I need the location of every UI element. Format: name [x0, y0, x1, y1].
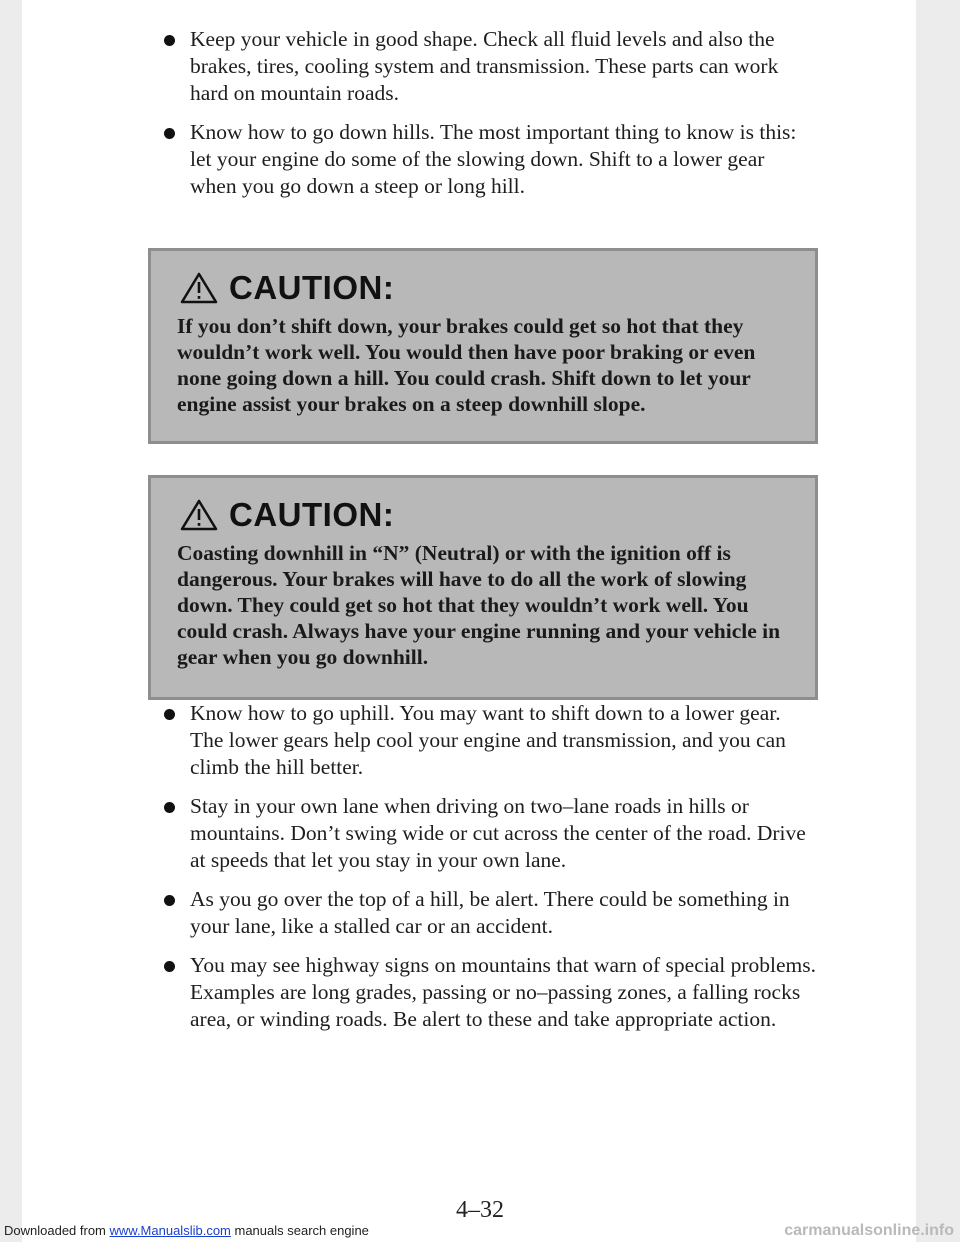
download-footer	[0, 1222, 960, 1242]
footer-text	[4, 1223, 369, 1238]
page-number: 4–32	[456, 1197, 504, 1223]
caution-header	[179, 269, 789, 307]
list-item	[22, 26, 916, 107]
list-item	[22, 886, 916, 940]
caution-box-coasting	[148, 475, 818, 700]
bullet-text: Stay in your own lane when driving on two–lane roads in hills or mountains. Don’t swing wide or cut across the center of the road. Drive at speeds that let you stay in your own lane.	[190, 794, 806, 872]
caution-header	[179, 496, 789, 534]
list-item	[22, 700, 916, 781]
bullet-icon	[164, 709, 175, 720]
bullet-list-top	[22, 26, 916, 212]
bullet-list-bottom	[22, 700, 916, 1045]
bullet-text: Know how to go uphill. You may want to shift down to a lower gear. The lower gears help cool your engine and transmission, and you can climb the hill better.	[190, 701, 786, 779]
watermark: carmanualsonline.info	[784, 1222, 954, 1239]
manualslib-link[interactable]: www.Manualslib.com	[109, 1223, 231, 1238]
bullet-icon	[164, 128, 175, 139]
bullet-text: As you go over the top of a hill, be alert. There could be something in your lane, like a stalled car or an accident.	[190, 887, 790, 938]
list-item	[22, 793, 916, 874]
footer-suffix: manuals search engine	[230, 1223, 369, 1238]
manual-page	[22, 0, 916, 1242]
caution-box-brakes	[148, 248, 818, 444]
bullet-text: Keep your vehicle in good shape. Check all fluid levels and also the brakes, tires, cooling system and transmission. These parts can work hard on mountain roads.	[190, 27, 779, 105]
list-item	[22, 119, 916, 200]
footer-prefix: Downloaded from	[4, 1223, 110, 1238]
caution-title: CAUTION:	[229, 269, 395, 306]
caution-text: Coasting downhill in “N” (Neutral) or with the ignition off is dangerous. Your brakes will have to do all the work of slowing down. They could get so hot that they wouldn’t work well. You could crash. Always have your engine running and your vehicle in gear when you go downhill.	[177, 541, 781, 669]
caution-title: CAUTION:	[229, 496, 395, 533]
bullet-icon	[164, 961, 175, 972]
warning-triangle-icon	[179, 498, 219, 532]
caution-text: If you don’t shift down, your brakes could get so hot that they wouldn’t work well. You would then have poor braking or even none going down a hill. You could crash. Shift down to let your engine assist your brakes on a steep downhill slope.	[177, 314, 756, 416]
bullet-icon	[164, 895, 175, 906]
bullet-icon	[164, 802, 175, 813]
list-item	[22, 952, 916, 1033]
bullet-text: Know how to go down hills. The most important thing to know is this: let your engine do some of the slowing down. Shift to a lower gear when you go down a steep or long hill.	[190, 120, 797, 198]
bullet-icon	[164, 35, 175, 46]
bullet-text: You may see highway signs on mountains that warn of special problems. Examples are long grades, passing or no–passing zones, a falling rocks area, or winding roads. Be alert to these and take appropriate action.	[190, 953, 817, 1031]
warning-triangle-icon	[179, 271, 219, 305]
